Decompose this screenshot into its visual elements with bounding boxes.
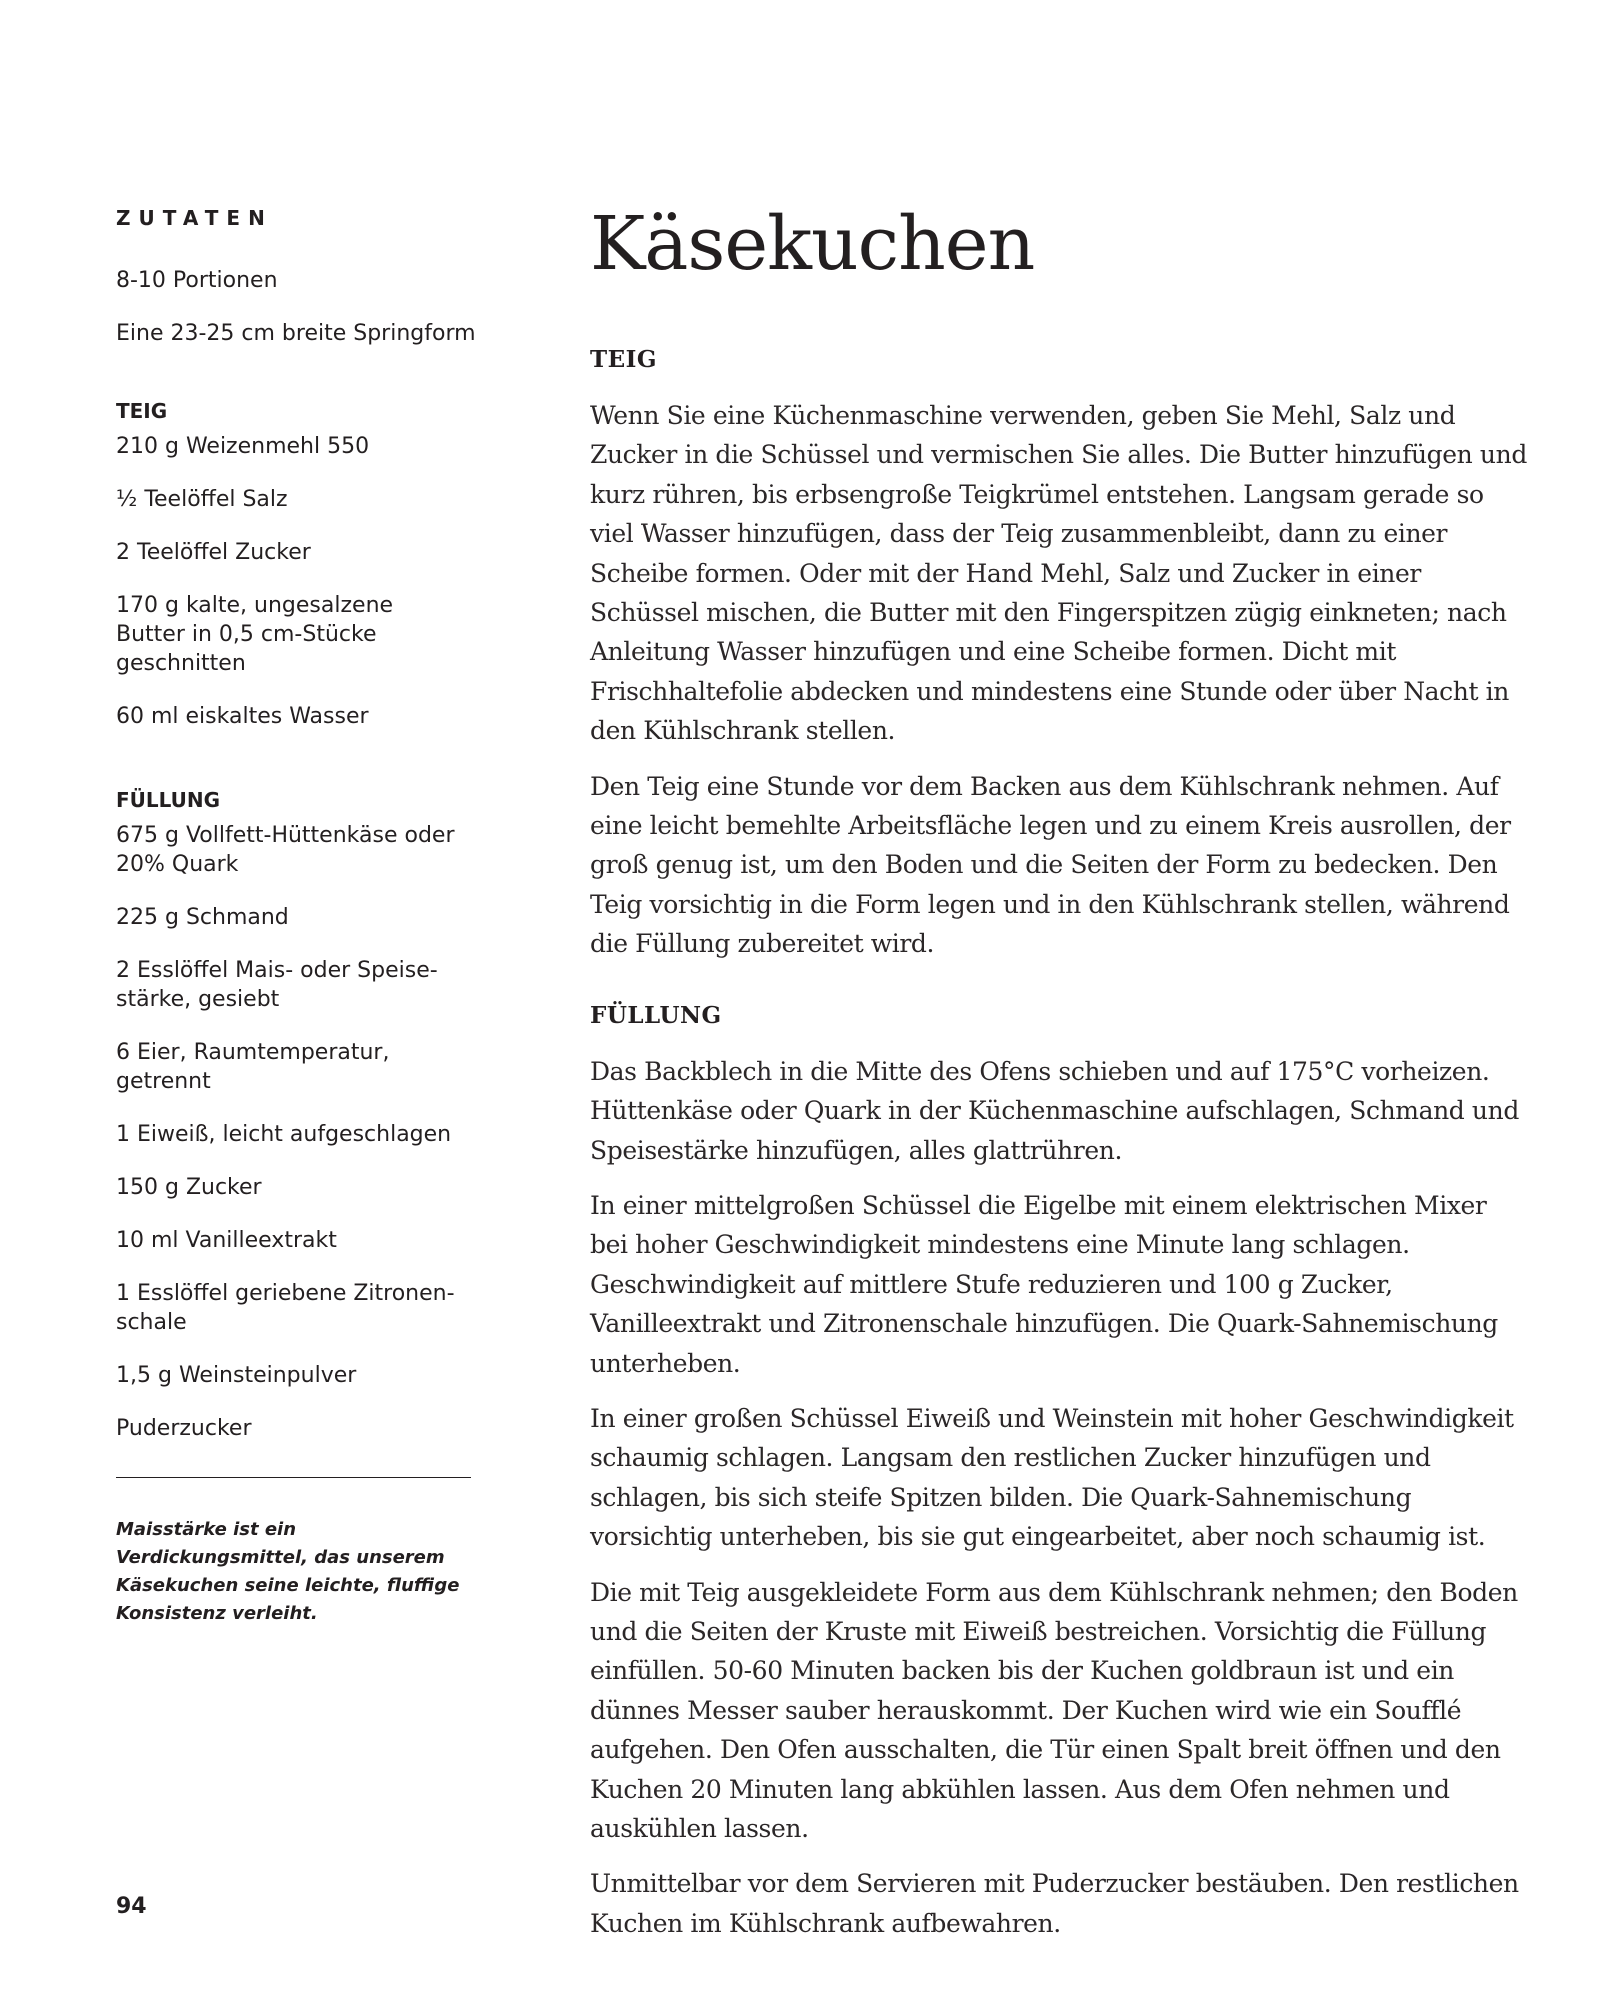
paragraph: Das Backblech in die Mitte des Ofens schieben und auf 175°C vorheizen. Hüttenkäse oder Quark in der Küchenmaschine aufschlagen, Schmand und Speisestärke hinzufügen, alles glattrühren.: [590, 1056, 1519, 1165]
ingredient-item: 170 g kalte, ungesalzene Butter in 0,5 cm-Stücke geschnitten: [116, 593, 394, 676]
recipe-body: [590, 196, 1530, 1959]
ingredient-item: 10 ml Vanilleextrakt: [116, 1228, 337, 1253]
ingredient-item: 225 g Schmand: [116, 905, 289, 930]
ingredient-item: 150 g Zucker: [116, 1175, 262, 1200]
footnote: Maisstärke ist ein Verdickungsmittel, das unserem Käsekuchen seine leichte, fluffige Konsistenz verleiht.: [116, 1519, 460, 1624]
page-number: 94: [116, 1894, 147, 1919]
ingredient-item: 2 Teelöffel Zucker: [116, 540, 311, 565]
pan-size: Eine 23-25 cm breite Springform: [116, 321, 476, 346]
paragraph: Unmittelbar vor dem Servieren mit Puderzucker bestäuben. Den restlichen Kuchen im Kühlschrank aufbewahren.: [590, 1869, 1519, 1938]
ingredient-group-label-fuellung: FÜLLUNG: [116, 788, 221, 812]
ingredient-item: Puderzucker: [116, 1416, 252, 1441]
ingredient-item: 210 g Weizenmehl 550: [116, 434, 370, 459]
paragraph: Die mit Teig ausgekleidete Form aus dem Kühlschrank nehmen; den Boden und die Seiten der Kruste mit Eiweiß bestreichen. Vorsichtig die Füllung einfüllen. 50-60 Minuten backen bis der Kuchen goldbraun ist und ein dünnes Messer sauber herauskommt. Der Kuchen wird wie ein Soufflé aufgehen. Den Ofen ausschalten, die Tür einen Spalt breit öffnen und den Kuchen 20 Minuten lang abkühlen lassen. Aus dem Ofen nehmen und auskühlen lassen.: [590, 1577, 1518, 1843]
paragraph: In einer großen Schüssel Eiweiß und Weinstein mit hoher Geschwindigkeit schaumig schlagen. Langsam den restlichen Zucker hinzufügen und schlagen, bis sich steife Spitzen bilden. Die Quark-Sahnemischung vorsichtig unterheben, bis sie gut eingearbeitet, aber noch schaumig ist.: [590, 1403, 1514, 1552]
ingredients-sidebar: [116, 204, 476, 1628]
ingredient-item: ½ Teelöffel Salz: [116, 487, 288, 512]
ingredient-item: 1 Esslöffel geriebene Zitronen-schale: [116, 1281, 455, 1335]
ingredients-heading: ZUTATEN: [116, 206, 273, 230]
paragraph: In einer mittelgroßen Schüssel die Eigelbe mit einem elektrischen Mixer bei hoher Geschwindigkeit mindestens eine Minute lang schlagen. Geschwindigkeit auf mittlere Stufe reduzieren und 100 g Zucker, Vanilleextrakt und Zitronenschale hinzufügen. Die Quark-Sahnemischung unterheben.: [590, 1190, 1498, 1378]
paragraph: Den Teig eine Stunde vor dem Backen aus dem Kühlschrank nehmen. Auf eine leicht bemehlte Arbeitsfläche legen und zu einem Kreis ausrollen, der groß genug ist, um den Boden und die Seiten der Form zu bedecken. Den Teig vorsichtig in die Form legen und in den Kühlschrank stellen, während die Füllung zubereitet wird.: [590, 771, 1511, 959]
ingredient-item: 6 Eier, Raumtemperatur, getrennt: [116, 1040, 390, 1094]
ingredient-item: 1 Eiweiß, leicht aufgeschlagen: [116, 1122, 452, 1147]
ingredient-item: 60 ml eiskaltes Wasser: [116, 704, 369, 729]
paragraph: Wenn Sie eine Küchenmaschine verwenden, geben Sie Mehl, Salz und Zucker in die Schüssel und vermischen Sie alles. Die Butter hinzufügen und kurz rühren, bis erbsengroße Teigkrümel entstehen. Langsam gerade so viel Wasser hinzufügen, dass der Teig zusammenbleibt, dann zu einer Scheibe formen. Oder mit der Hand Mehl, Salz und Zucker in einer Schüssel mischen, die Butter mit den Fingerspitzen zügig einkneten; nach Anleitung Wasser hinzufügen und eine Scheibe formen. Dicht mit Frischhaltefolie abdecken und mindestens eine Stunde oder über Nacht in den Kühlschrank stellen.: [590, 401, 1527, 746]
ingredient-group-label-teig: TEIG: [116, 399, 168, 423]
recipe-title: Käsekuchen: [590, 201, 1035, 287]
ingredient-item: 1,5 g Weinsteinpulver: [116, 1363, 357, 1388]
ingredient-item: 2 Esslöffel Mais- oder Speise-stärke, gesiebt: [116, 958, 438, 1012]
ingredient-item: 675 g Vollfett-Hüttenkäse oder 20% Quark: [116, 823, 455, 877]
section-heading-fuellung: FÜLLUNG: [590, 1001, 722, 1029]
section-heading-teig: TEIG: [590, 346, 658, 373]
servings: 8-10 Portionen: [116, 268, 278, 293]
divider: [116, 1477, 471, 1478]
